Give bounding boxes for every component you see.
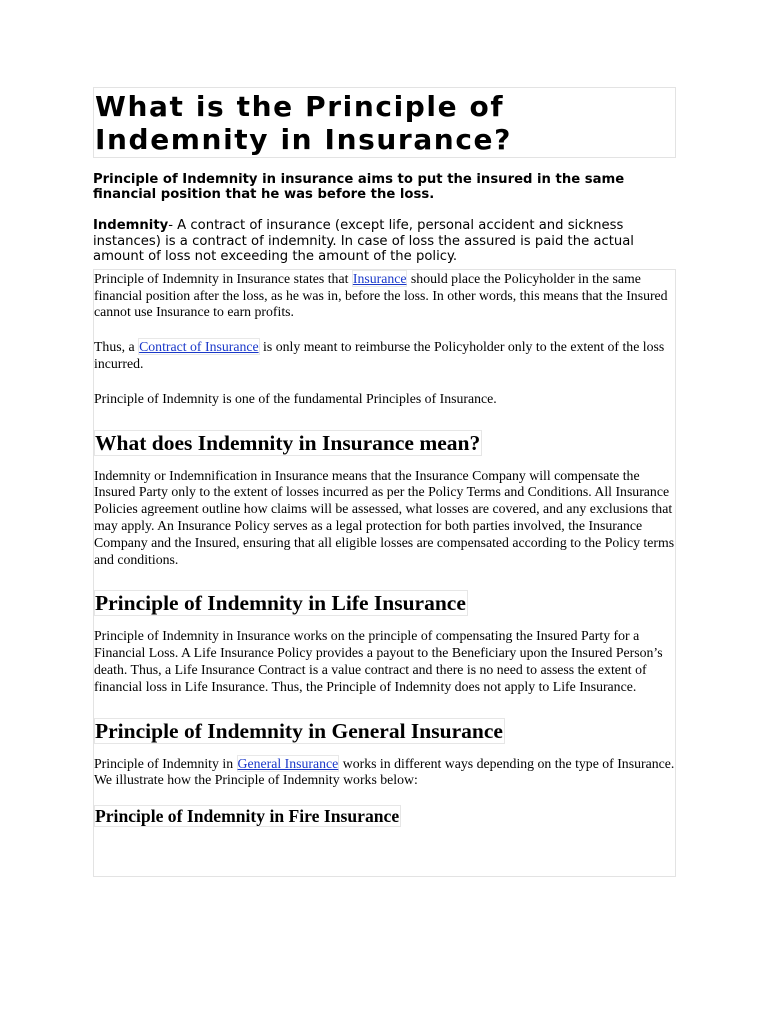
life-insurance-paragraph: Principle of Indemnity in Insurance works on the principle of compensating the Insured Party for a Financial Loss. A Life Insurance Policy provides a payout to the Beneficiary upon the Insured Person’s death. Thus, a Life Insurance Contract is a value contract and there is no need to assess the extent of financial loss in Life Insurance. Thus, the Principle of Indemnity does not apply to Life Insurance.: [94, 628, 663, 694]
meaning-paragraph: Indemnity or Indemnification in Insurance means that the Insurance Company will compensate the Insured Party only to the extent of losses incurred as per the Policy Terms and Conditions. All Insurance Policies agreement outline how claims will be assessed, what losses are covered, and any exclusions that may apply. An Insurance Policy serves as a legal protection for both parties involved, the Insurance Company and the Insured, ensuring that all eligible losses are compensated according to the Policy terms and conditions.: [94, 467, 675, 567]
intro-p2-before: Thus, a: [94, 339, 139, 355]
heading-fire-insurance: Principle of Indemnity in Fire Insurance: [95, 806, 400, 827]
intro-paragraph-1: [94, 271, 675, 321]
indemnity-definition: [93, 218, 676, 265]
document-page: [93, 87, 676, 877]
intro-paragraph-3: Principle of Indemnity is one of the fundamental Principles of Insurance.: [94, 390, 497, 406]
definition-term: Indemnity: [93, 218, 169, 233]
general-insurance-paragraph: [94, 756, 675, 790]
intro-paragraph-2: [94, 339, 675, 373]
heading-indemnity-meaning: What does Indemnity in Insurance mean?: [95, 430, 481, 455]
lead-summary: Principle of Indemnity in insurance aims to put the insured in the same financial position that he was before the loss.: [93, 172, 625, 202]
heading-general-insurance: Principle of Indemnity in General Insurance: [95, 718, 503, 743]
contract-of-insurance-link[interactable]: Contract of Insurance: [139, 339, 259, 355]
intro-p1-before: Principle of Indemnity in Insurance states that: [94, 270, 352, 286]
general-before: Principle of Indemnity in: [94, 755, 237, 771]
intro-p2-after: is only meant to reimburse the Policyholder only to the extent of the loss incurred.: [94, 339, 665, 371]
insurance-link[interactable]: Insurance: [352, 270, 407, 286]
general-after: works in different ways depending on the type of Insurance. We illustrate how the Principle of Indemnity works below:: [94, 755, 675, 788]
definition-text: - A contract of insurance (except life, personal accident and sickness instances) is a contract of indemnity. In case of loss the assured is paid the actual amount of loss not exceeding the amount of the policy.: [93, 218, 634, 265]
intro-p1-after: should place the Policyholder in the same financial position after the loss, as he was in, before the loss. In other words, this means that the Insured cannot use Insurance to earn profits.: [94, 270, 668, 320]
heading-life-insurance: Principle of Indemnity in Life Insurance: [95, 591, 466, 616]
general-insurance-link[interactable]: General Insurance: [237, 755, 339, 771]
article-content: [93, 269, 676, 877]
page-title: What is the Principle of Indemnity in Insurance?: [93, 87, 676, 158]
